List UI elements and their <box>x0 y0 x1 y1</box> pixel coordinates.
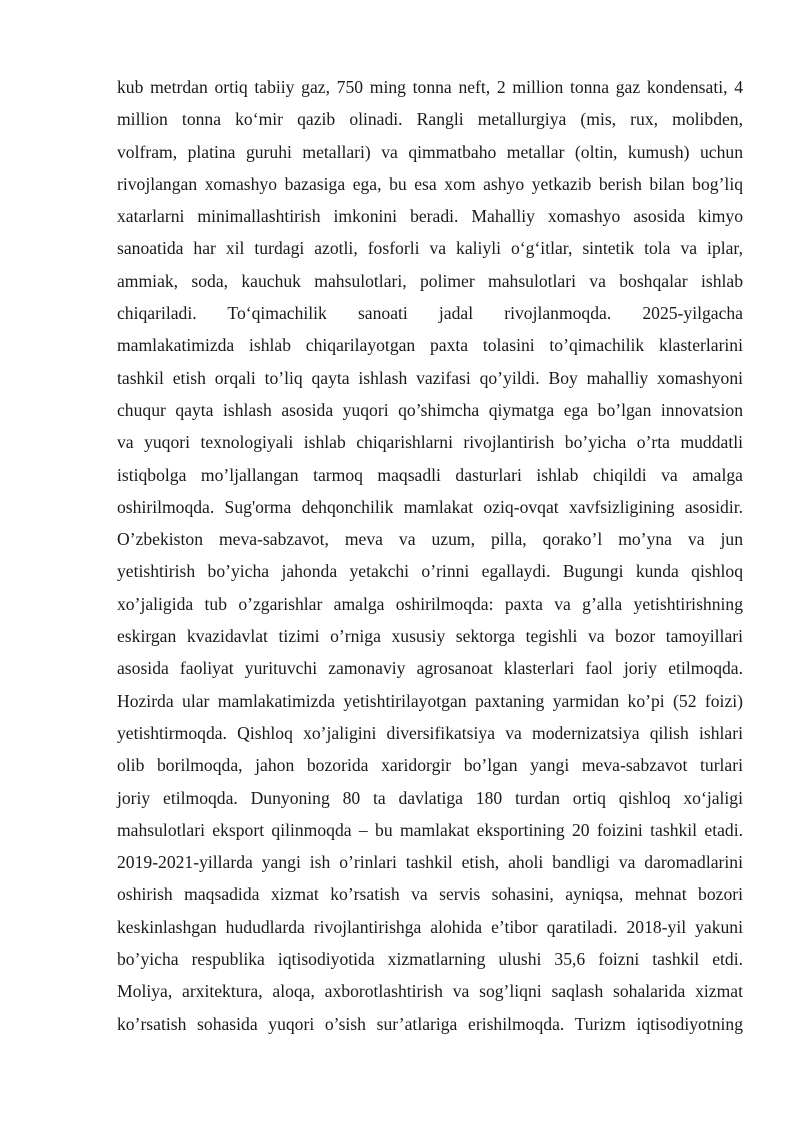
text-line: mahsulotlari eksport qilinmoqda – bu mamlakat eksportining 20 foizini tashkil etadi. <box>117 819 743 840</box>
text-line: Moliya, arxitektura, aloqa, axborotlashtirish va sog’liqni saqlash sohalarida xizmat <box>117 981 743 1002</box>
text-line: sanoatida har xil turdagi azotli, fosforli va kaliyli o‘g‘itlar, sintetik tola va iplar, <box>117 238 743 259</box>
text-line: ko’rsatish sohasida yuqori o’sish sur’atlariga erishilmoqda. Turizm iqtisodiyotning <box>117 1013 743 1034</box>
text-line: asosida faoliyat yurituvchi zamonaviy agrosanoat klasterlari faol joriy etilmoqda. <box>117 658 743 679</box>
text-line: Hozirda ular mamlakatimizda yetishtirilayotgan paxtaning yarmidan ko’pi (52 foizi) <box>117 690 743 711</box>
text-line: ammiak, soda, kauchuk mahsulotlari, polimer mahsulotlari va boshqalar ishlab <box>117 270 743 291</box>
text-line: kub metrdan ortiq tabiiy gaz, 750 ming tonna neft, 2 million tonna gaz kondensati, 4 <box>117 77 743 97</box>
text-line: olib borilmoqda, jahon bozorida xaridorgir bo’lgan yangi meva-sabzavot turlari <box>117 755 743 776</box>
text-line: bo’yicha respublika iqtisodiyotida xizmatlarning ulushi 35,6 foizni tashkil etdi. <box>117 949 743 970</box>
text-line: 2019-2021-yillarda yangi ish o’rinlari tashkil etish, aholi bandligi va daromadlarini <box>117 852 743 873</box>
text-line: xo’jaligida tub o’zgarishlar amalga oshirilmoqda: paxta va g’alla yetishtirishning <box>117 593 743 614</box>
text-line: keskinlashgan hududlarda rivojlantirishga alohida e’tibor qaratiladi. 2018-yil yakuni <box>117 916 743 937</box>
text-line: O’zbekiston meva-sabzavot, meva va uzum, pilla, qorako’l mo’yna va jun <box>117 529 743 550</box>
text-line: va yuqori texnologiyali ishlab chiqarishlarni rivojlantirish bo’yicha o’rta muddatli <box>117 432 743 453</box>
text-line: yetishtirmoqda. Qishloq xo’jaligini diversifikatsiya va modernizatsiya qilish ishlari <box>117 722 743 743</box>
text-line: istiqbolga mo’ljallangan tarmoq maqsadli dasturlari ishlab chiqildi va amalga <box>117 464 743 485</box>
text-line: tashkil etish orqali to’liq qayta ishlash vazifasi qo’yildi. Boy mahalliy xomashyoni <box>117 367 743 388</box>
text-line: rivojlangan xomashyo bazasiga ega, bu esa xom ashyo yetkazib berish bilan bog’liq <box>117 173 743 194</box>
text-line: eskirgan kvazidavlat tizimi o’rniga xususiy sektorga tegishli va bozor tamoyillari <box>117 626 743 647</box>
text-line: oshirish maqsadida xizmat ko’rsatish va servis sohasini, ayniqsa, mehnat bozori <box>117 884 743 905</box>
text-line: chiqariladi. To‘qimachilik sanoati jadal rivojlanmoqda. 2025-yilgacha <box>117 303 743 324</box>
text-line: volfram, platina guruhi metallari) va qimmatbaho metallar (oltin, kumush) uchun <box>117 141 743 162</box>
text-line: mamlakatimizda ishlab chiqarilayotgan paxta tolasini to’qimachilik klasterlarini <box>117 335 743 356</box>
text-line: yetishtirish bo’yicha jahonda yetakchi o’rinni egallaydi. Bugungi kunda qishloq <box>117 561 743 582</box>
text-line: oshirilmoqda. Sug'orma dehqonchilik mamlakat oziq-ovqat xavfsizligining asosidir. <box>117 496 743 517</box>
text-line: million tonna ko‘mir qazib olinadi. Rangli metallurgiya (mis, rux, molibden, <box>117 109 743 130</box>
body-text <box>117 71 743 1040</box>
text-line: xatarlarni minimallashtirish imkonini beradi. Mahalliy xomashyo asosida kimyo <box>117 206 743 227</box>
text-line: chuqur qayta ishlash asosida yuqori qo’shimcha qiymatga ega bo’lgan innovatsion <box>117 399 743 420</box>
text-line: joriy etilmoqda. Dunyoning 80 ta davlatiga 180 turdan ortiq qishloq xo‘jaligi <box>117 787 743 808</box>
